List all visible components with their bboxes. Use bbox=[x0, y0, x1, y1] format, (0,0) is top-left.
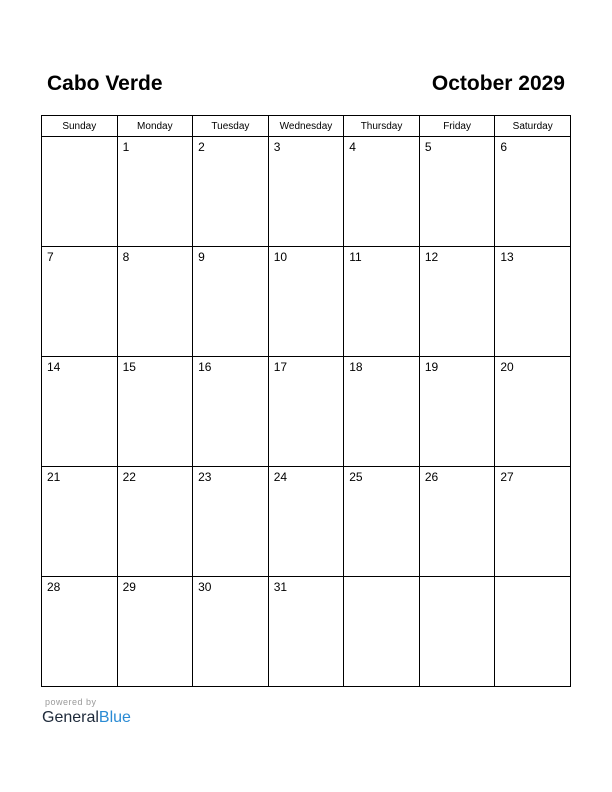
day-number: 1 bbox=[122, 140, 130, 154]
day-cell bbox=[419, 577, 495, 687]
calendar-grid bbox=[41, 115, 571, 687]
day-number: 30 bbox=[198, 580, 212, 594]
generalblue-logo[interactable] bbox=[42, 708, 131, 728]
day-number: 15 bbox=[122, 360, 136, 374]
day-number: 11 bbox=[349, 250, 362, 264]
month-year-title: October 2029 bbox=[431, 72, 565, 95]
weekday-wednesday: Wednesday bbox=[268, 116, 344, 137]
weekday-sunday: Sunday bbox=[42, 116, 118, 137]
day-cell bbox=[495, 247, 571, 357]
day-cell bbox=[344, 357, 420, 467]
day-number: 19 bbox=[424, 360, 439, 374]
day-number: 25 bbox=[349, 470, 363, 484]
day-number: 22 bbox=[122, 470, 136, 484]
day-cell bbox=[344, 467, 420, 577]
day-number: 16 bbox=[198, 360, 212, 374]
day-number: 3 bbox=[273, 140, 281, 154]
day-number: 31 bbox=[273, 580, 288, 594]
day-number: 23 bbox=[198, 470, 212, 484]
day-cell bbox=[419, 357, 495, 467]
day-cell bbox=[419, 467, 495, 577]
footer-branding bbox=[42, 697, 131, 728]
day-cell bbox=[268, 467, 344, 577]
day-cell bbox=[419, 247, 495, 357]
day-number: 8 bbox=[122, 250, 130, 264]
day-number: 17 bbox=[273, 360, 288, 374]
day-cell bbox=[117, 467, 193, 577]
day-cell bbox=[117, 247, 193, 357]
day-number: 13 bbox=[500, 250, 514, 264]
day-number: 24 bbox=[273, 470, 288, 484]
day-cell bbox=[495, 357, 571, 467]
day-number: 14 bbox=[47, 360, 61, 374]
day-cell bbox=[117, 357, 193, 467]
day-cell bbox=[495, 137, 571, 247]
weekday-monday: Monday bbox=[117, 116, 193, 137]
week-row bbox=[42, 137, 571, 247]
day-cell bbox=[344, 577, 420, 687]
day-number: 29 bbox=[122, 580, 136, 594]
day-number: 12 bbox=[424, 250, 439, 264]
week-row bbox=[42, 467, 571, 577]
brand-blue-text: Blue bbox=[98, 709, 131, 726]
day-cell bbox=[495, 577, 571, 687]
day-cell bbox=[268, 137, 344, 247]
day-number: 4 bbox=[349, 140, 356, 154]
day-cell bbox=[42, 467, 118, 577]
day-number: 9 bbox=[198, 250, 205, 264]
week-row bbox=[42, 357, 571, 467]
week-row bbox=[42, 577, 571, 687]
day-cell bbox=[268, 247, 344, 357]
day-cell bbox=[117, 137, 193, 247]
day-cell bbox=[42, 247, 118, 357]
day-cell bbox=[193, 357, 269, 467]
day-number bbox=[420, 577, 495, 580]
day-cell bbox=[42, 577, 118, 687]
day-number: 10 bbox=[273, 250, 288, 264]
day-cell bbox=[344, 247, 420, 357]
day-number: 27 bbox=[500, 470, 514, 484]
day-cell bbox=[193, 577, 269, 687]
brand-general-text: General bbox=[42, 709, 99, 726]
day-number bbox=[495, 577, 570, 580]
day-cell bbox=[42, 357, 118, 467]
day-number: 21 bbox=[47, 470, 61, 484]
day-cell bbox=[193, 247, 269, 357]
day-number: 7 bbox=[47, 250, 54, 264]
day-number: 18 bbox=[349, 360, 363, 374]
weekday-tuesday: Tuesday bbox=[193, 116, 269, 137]
day-number: 5 bbox=[424, 140, 432, 154]
weekday-friday: Friday bbox=[419, 116, 495, 137]
day-number: 28 bbox=[47, 580, 61, 594]
day-number: 26 bbox=[424, 470, 439, 484]
day-number bbox=[344, 577, 419, 580]
day-cell bbox=[193, 467, 269, 577]
day-cell bbox=[344, 137, 420, 247]
day-number: 6 bbox=[500, 140, 508, 154]
day-number: 20 bbox=[500, 360, 514, 374]
day-cell bbox=[117, 577, 193, 687]
powered-by-label: powered by bbox=[45, 697, 97, 707]
country-title: Cabo Verde bbox=[47, 72, 163, 95]
day-cell bbox=[419, 137, 495, 247]
day-number: 2 bbox=[198, 140, 205, 154]
day-cell bbox=[42, 137, 118, 247]
week-row bbox=[42, 247, 571, 357]
day-cell bbox=[495, 467, 571, 577]
day-number bbox=[42, 137, 117, 140]
day-cell bbox=[268, 577, 344, 687]
day-cell bbox=[268, 357, 344, 467]
weekday-saturday: Saturday bbox=[495, 116, 571, 137]
day-cell bbox=[193, 137, 269, 247]
weekday-thursday: Thursday bbox=[344, 116, 420, 137]
weekday-header-row bbox=[42, 116, 571, 137]
